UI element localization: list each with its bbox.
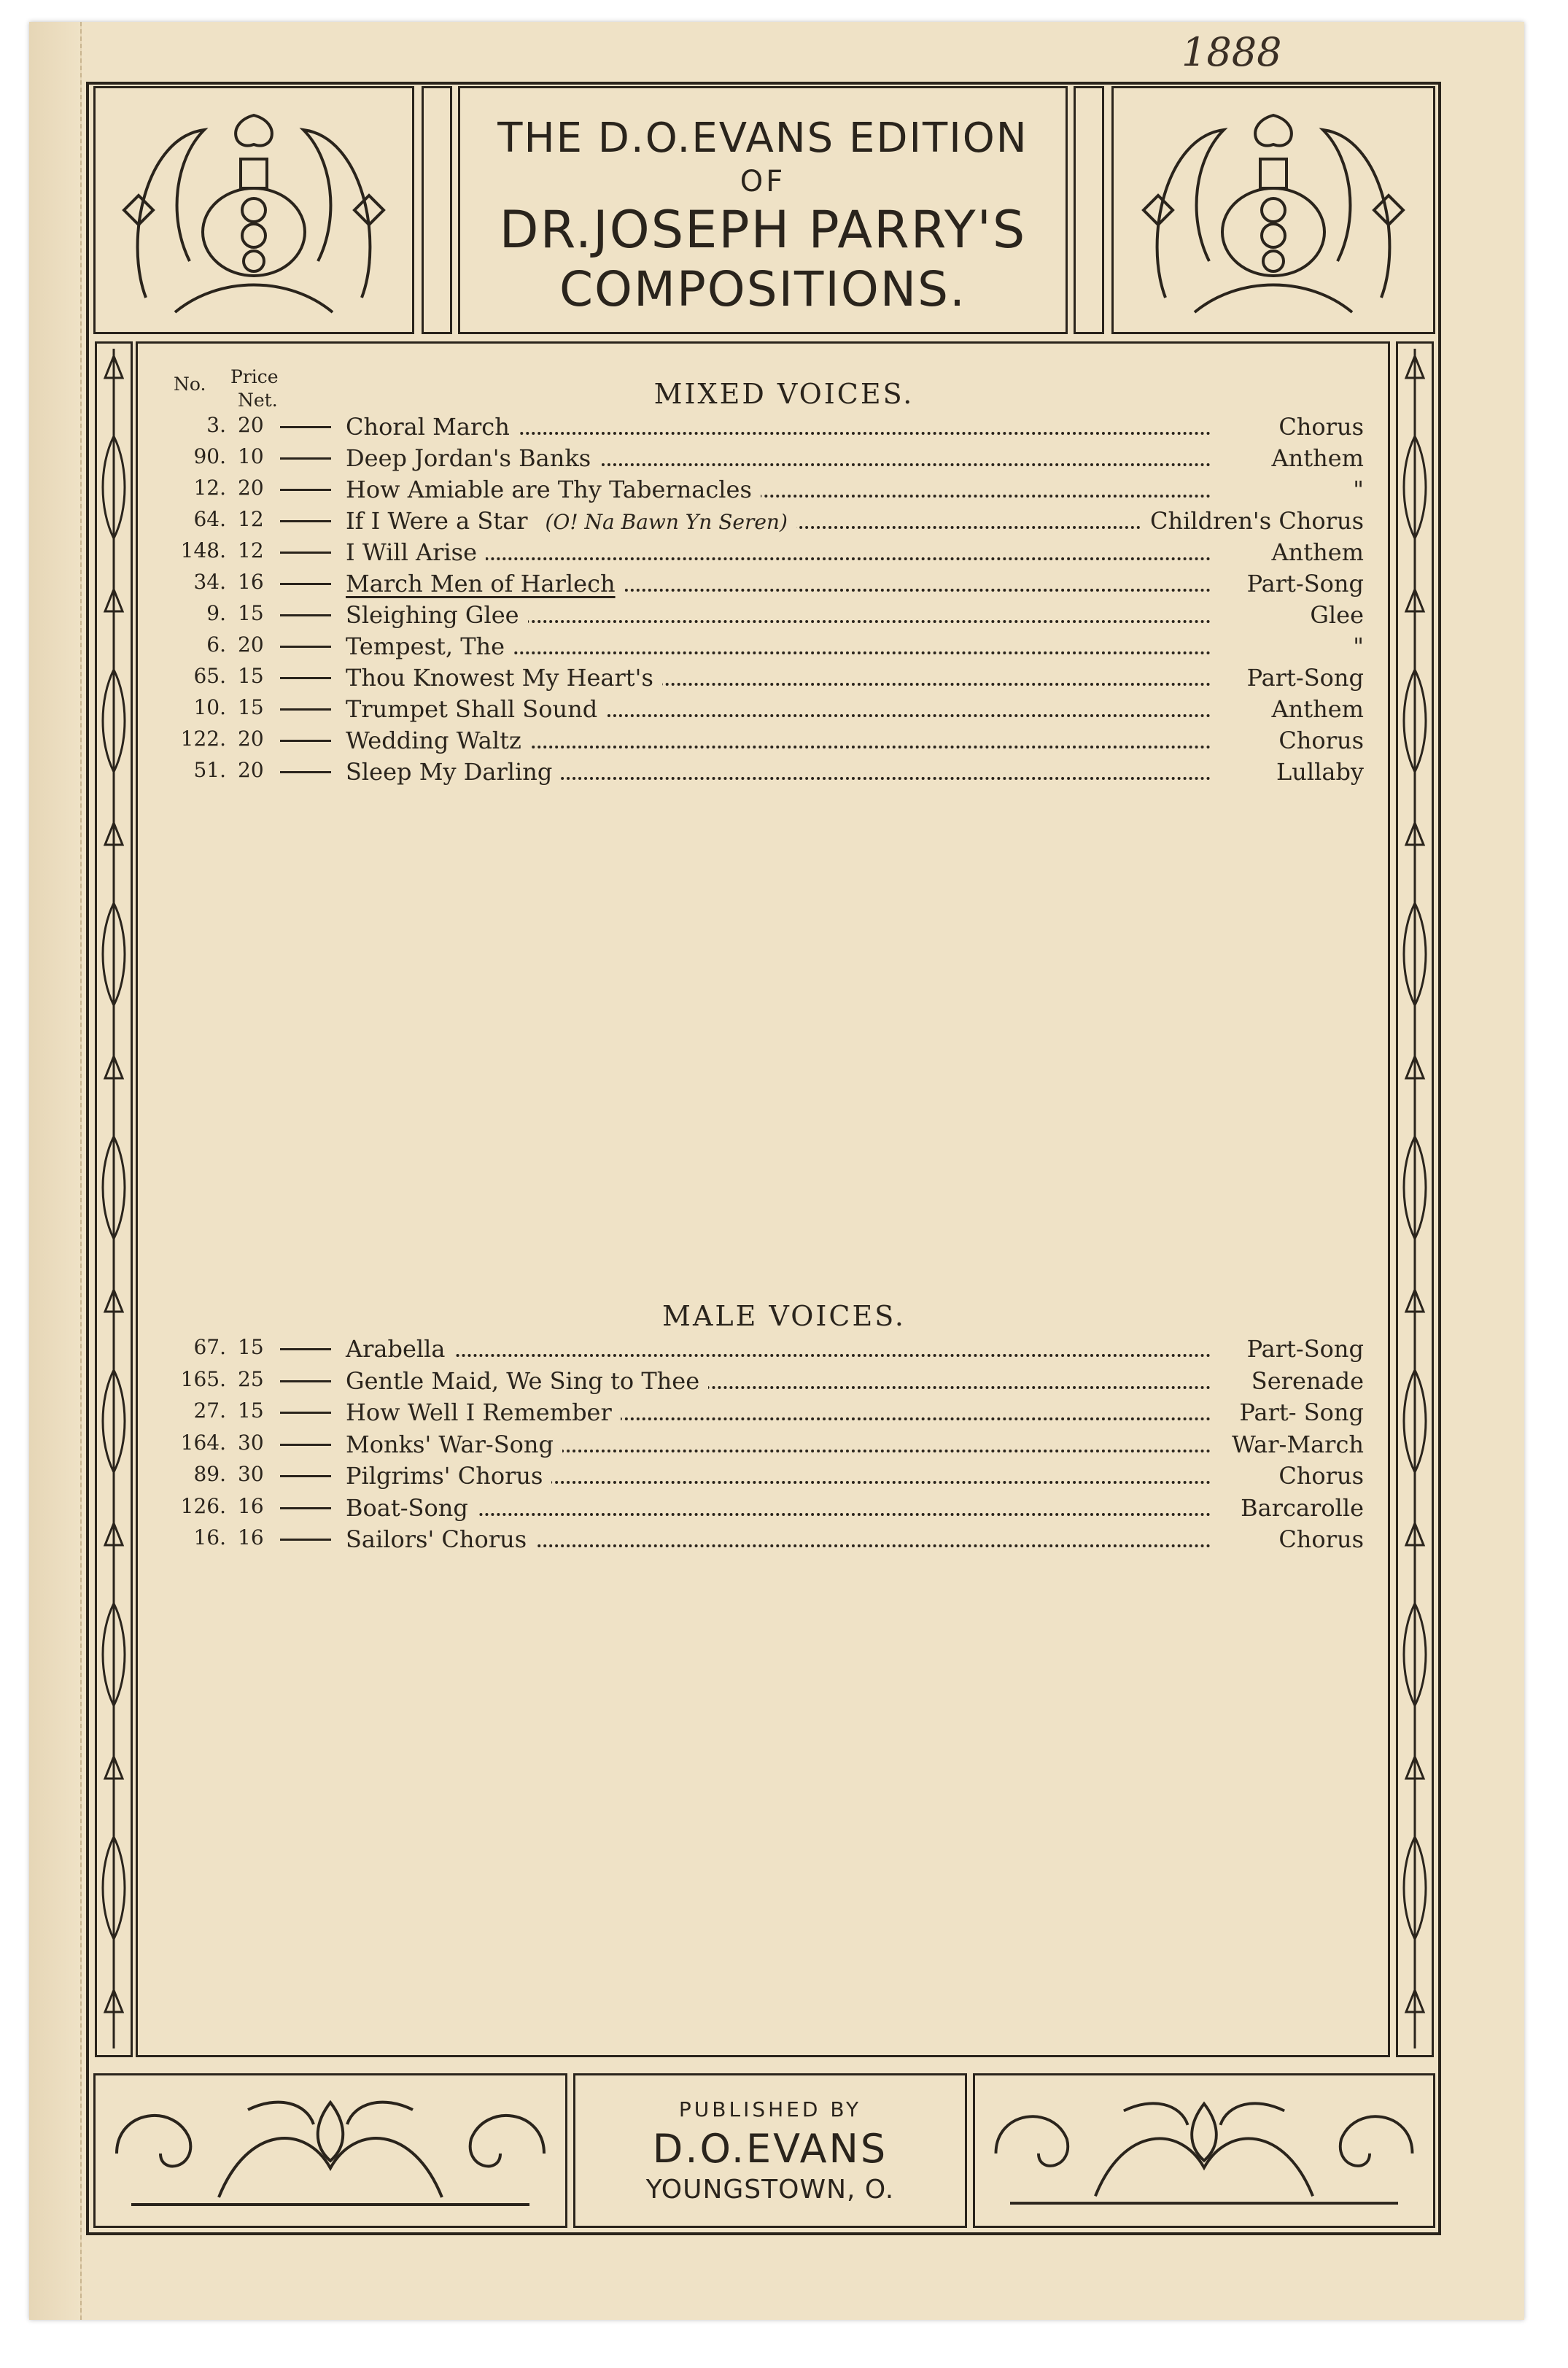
entry-price: 15: [238, 601, 264, 625]
section-title-male-voices: MALE VOICES.: [662, 1300, 906, 1332]
entry-title: [346, 632, 513, 660]
entry-category: Chorus: [1270, 1462, 1364, 1490]
entry-price: 10: [238, 444, 264, 468]
entry-title: [346, 444, 599, 472]
entry-category: Children's Chorus: [1141, 507, 1364, 535]
catalogue-entry: [168, 727, 1364, 757]
entry-category: Chorus: [1270, 413, 1364, 441]
entry-price: 20: [238, 727, 264, 751]
entry-title-text: How Well I Remember: [346, 1398, 612, 1426]
entry-dash-divider: [280, 552, 331, 554]
publisher-panel: [573, 2073, 967, 2228]
entry-title: [346, 727, 530, 754]
catalogue-entry: [168, 1367, 1364, 1398]
catalogue-entry: [168, 1398, 1364, 1429]
entry-title: [346, 695, 606, 723]
entry-title: [346, 1462, 551, 1490]
entry-number: 12.: [193, 476, 226, 500]
entry-title: [346, 664, 662, 692]
catalogue-entry: [168, 1462, 1364, 1493]
entry-dash-divider: [280, 771, 331, 773]
edition-title-line3: DR.JOSEPH PARRY'S: [499, 200, 1027, 260]
entry-title-text: Boat-Song: [346, 1493, 468, 1522]
entry-price: 20: [238, 476, 264, 500]
entry-title: [346, 1398, 621, 1426]
entry-category: ": [1344, 476, 1364, 503]
entry-title: [346, 601, 528, 629]
edition-title-line1: THE D.O.EVANS EDITION: [497, 115, 1028, 162]
entry-number: 9.: [206, 601, 226, 625]
entry-category: Part-Song: [1238, 1335, 1364, 1363]
catalogue-entry: [168, 1431, 1364, 1461]
entry-number: 90.: [193, 444, 226, 468]
left-strip-pattern-icon: [99, 349, 128, 2048]
entry-dash-divider: [280, 1380, 331, 1382]
entry-price: 15: [238, 664, 264, 688]
entry-title: [346, 413, 519, 441]
entry-title: [346, 1335, 454, 1363]
entry-title: [346, 1431, 562, 1458]
entry-category: Part- Song: [1230, 1398, 1364, 1426]
entry-price: 16: [238, 1525, 264, 1549]
entry-number: 64.: [193, 507, 226, 531]
entry-price: 12: [238, 538, 264, 562]
entry-category: ": [1344, 632, 1364, 660]
entry-number: 3.: [206, 413, 226, 437]
entry-title: [346, 1525, 535, 1553]
column-header-price: Price: [230, 366, 279, 387]
entry-title-text: If I Were a Star: [346, 507, 528, 535]
entry-title-text: Deep Jordan's Banks: [346, 444, 591, 472]
catalogue-entry: [168, 413, 1364, 444]
entry-number: 165.: [180, 1366, 226, 1391]
publisher-location: YOUNGSTOWN, O.: [645, 2175, 895, 2205]
entry-price: 15: [238, 1335, 264, 1359]
catalogue-entry: [168, 507, 1364, 538]
top-left-column-ornament: [422, 86, 452, 334]
entry-category: Serenade: [1243, 1367, 1364, 1395]
entry-title-text: Gentle Maid, We Sing to Thee: [346, 1366, 700, 1395]
catalogue-entry: [168, 1335, 1364, 1366]
entry-dash-divider: [280, 740, 331, 742]
catalogue-entry: [168, 1494, 1364, 1525]
entry-price: 16: [238, 1493, 264, 1518]
entry-category: Glee: [1301, 601, 1364, 629]
edition-title-line2: OF: [740, 165, 786, 198]
entry-dash-divider: [280, 489, 331, 491]
entry-category: War-March: [1223, 1431, 1364, 1458]
entry-category: Chorus: [1270, 1525, 1364, 1553]
entry-dash-divider: [280, 457, 331, 460]
entry-title-text: Tempest, The: [346, 632, 505, 660]
entry-price: 16: [238, 570, 264, 594]
entry-dash-divider: [280, 1539, 331, 1541]
entry-category: Anthem: [1263, 695, 1364, 723]
entry-title-text: Sleighing Glee: [346, 601, 519, 629]
catalogue-entry: [168, 570, 1364, 600]
entry-price: 30: [238, 1430, 264, 1455]
section-title-mixed-voices: MIXED VOICES.: [653, 378, 915, 410]
entry-category: Chorus: [1270, 727, 1364, 754]
entry-dash-divider: [280, 1444, 331, 1446]
entry-title-text: Thou Knowest My Heart's: [346, 664, 653, 692]
entry-dash-divider: [280, 677, 331, 679]
top-right-column-ornament: [1074, 86, 1104, 334]
entry-dot-leader: [346, 1354, 1211, 1357]
entry-number: 65.: [193, 664, 226, 688]
entry-category: Lullaby: [1268, 758, 1364, 786]
entry-dash-divider: [280, 614, 331, 616]
catalogue-entry: [168, 538, 1364, 569]
entry-number: 126.: [180, 1493, 226, 1518]
right-strip-pattern-icon: [1400, 349, 1429, 2048]
entry-title: [346, 758, 561, 786]
urn-ornament-right-icon: [1122, 93, 1425, 327]
catalogue-entry: [168, 695, 1364, 726]
entry-price: 12: [238, 507, 264, 531]
entry-number: 6.: [206, 632, 226, 657]
entry-price: 25: [238, 1366, 264, 1391]
entry-price: 30: [238, 1462, 264, 1486]
entry-title: [346, 507, 796, 535]
entry-title-text: I Will Arise: [346, 538, 478, 566]
entry-number: 148.: [180, 538, 226, 562]
scroll-ornament-right-icon: [982, 2081, 1427, 2221]
entry-title-text: How Amiable are Thy Tabernacles: [346, 476, 752, 503]
urn-ornament-left-icon: [102, 93, 405, 327]
entry-number: 164.: [180, 1430, 226, 1455]
catalogue-entry: [168, 758, 1364, 789]
entry-category: Part-Song: [1238, 664, 1364, 692]
catalogue-entry: [168, 601, 1364, 632]
entry-title-text: Choral March: [346, 413, 510, 441]
binding-spine: [29, 22, 82, 2320]
entry-title: [346, 538, 486, 566]
scroll-ornament-left-icon: [102, 2081, 559, 2221]
entry-dash-divider: [280, 1475, 331, 1477]
entry-dash-divider: [280, 646, 331, 648]
entry-category: Anthem: [1263, 444, 1364, 472]
entry-dash-divider: [280, 426, 331, 428]
catalogue-entry: [168, 664, 1364, 694]
edition-title-panel: [458, 86, 1068, 334]
entry-title: [346, 570, 624, 597]
entry-dash-divider: [280, 708, 331, 711]
entry-title-text: Arabella: [346, 1335, 446, 1363]
entry-title: [346, 1367, 708, 1395]
entry-number: 122.: [180, 727, 226, 751]
entry-dash-divider: [280, 1412, 331, 1414]
entry-subtitle: (O! Na Bawn Yn Seren): [545, 510, 788, 534]
entry-number: 10.: [193, 695, 226, 719]
entry-title-text: March Men of Harlech: [346, 570, 616, 597]
entry-price: 15: [238, 1398, 264, 1423]
edition-title-line4: COMPOSITIONS.: [559, 261, 967, 317]
publisher-line1: PUBLISHED BY: [678, 2097, 862, 2121]
entry-number: 89.: [193, 1462, 226, 1486]
column-header-net: Net.: [238, 390, 278, 411]
entry-price: 20: [238, 413, 264, 437]
entry-number: 34.: [193, 570, 226, 594]
entry-dash-divider: [280, 1348, 331, 1350]
entry-title-text: Wedding Waltz: [346, 727, 521, 754]
entry-price: 15: [238, 695, 264, 719]
entry-title-text: Monks' War-Song: [346, 1430, 554, 1458]
entry-title-text: Pilgrims' Chorus: [346, 1462, 543, 1490]
entry-number: 16.: [193, 1525, 226, 1549]
entry-number: 67.: [193, 1335, 226, 1359]
entry-number: 27.: [193, 1398, 226, 1423]
handwritten-year: 1888: [1181, 29, 1282, 75]
entry-dash-divider: [280, 520, 331, 522]
entry-number: 51.: [193, 758, 226, 782]
catalogue-entry: [168, 444, 1364, 475]
entry-dash-divider: [280, 583, 331, 585]
catalogue-entry: [168, 1525, 1364, 1556]
publisher-name: D.O.EVANS: [652, 2126, 888, 2172]
entry-title-text: Trumpet Shall Sound: [346, 695, 598, 723]
catalogue-entry: [168, 632, 1364, 663]
entry-dash-divider: [280, 1507, 331, 1509]
entry-category: Barcarolle: [1232, 1494, 1364, 1522]
entry-category: Anthem: [1263, 538, 1364, 566]
entry-title-text: Sailors' Chorus: [346, 1525, 527, 1553]
entry-category: Part-Song: [1238, 570, 1364, 597]
column-header-no: No.: [174, 374, 206, 395]
entry-title: [346, 1494, 477, 1522]
entry-price: 20: [238, 632, 264, 657]
entry-title-text: Sleep My Darling: [346, 758, 553, 786]
entry-price: 20: [238, 758, 264, 782]
catalogue-entry: [168, 476, 1364, 506]
entry-title: [346, 476, 761, 503]
